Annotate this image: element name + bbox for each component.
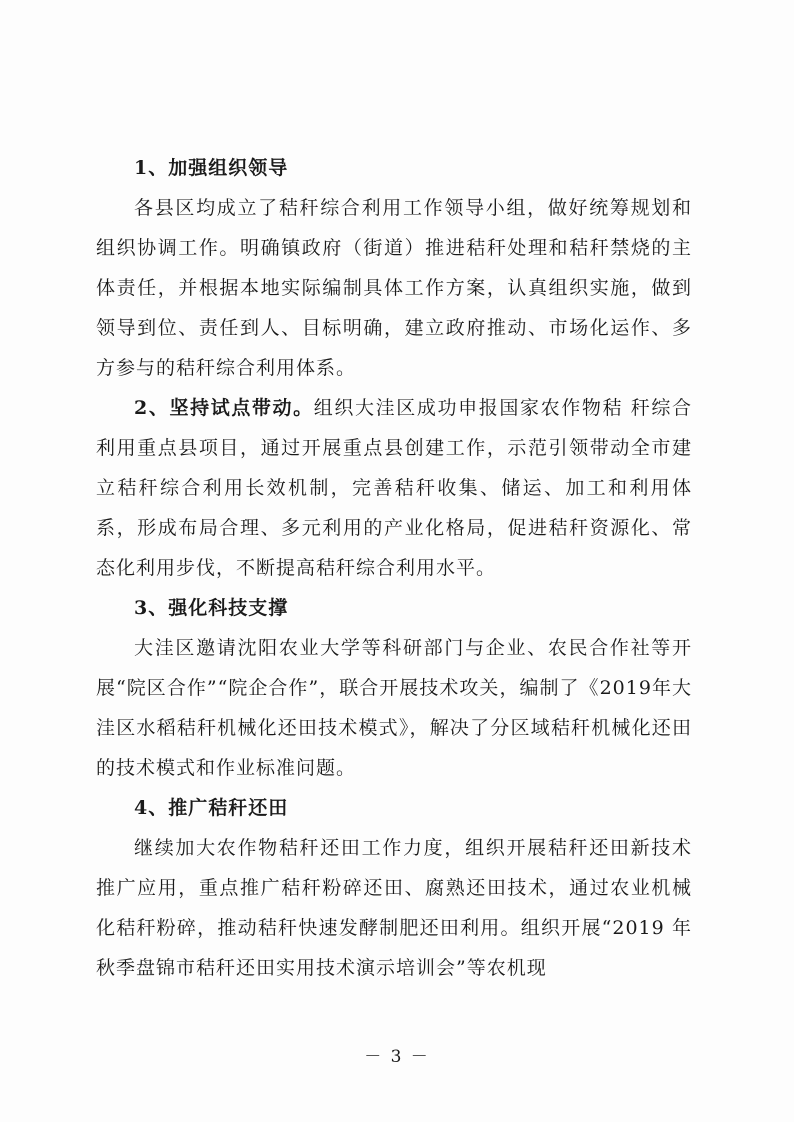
section-heading-4: 4、推广秸秆还田 — [134, 797, 289, 819]
section-heading-3: 3、强化科技支撑 — [134, 597, 289, 619]
section-paragraph-3: 大洼区邀请沈阳农业大学等科研部门与企业、农民合作社等开展“院区合作”“院企合作”，联合开展技术攻关，编制了《2019年大洼区水稻秸秆机械化还田技术模式》，解决了分区域秸秆机械化还田的技术模式和作业标准问题。 — [96, 637, 692, 779]
section-heading-1: 1、加强组织领导 — [134, 157, 289, 179]
section-body-2: 组织大洼区成功申报国家农作物秸 秆综合利用重点县项目，通过开展重点县创建工作，示范引领带动全市建立秸秆综合利用长效机制，完善秸秆收集、储运、加工和利用体系，形成布局合理、多元利用的产业化格局，促进秸秆资源化、常态化利用步伐，不断提高秸秆综合利用水平。 — [96, 397, 692, 579]
document-body — [96, 148, 692, 988]
section-paragraph-4: 继续加大农作物秸秆还田工作力度，组织开展秸秆还田新技术推广应用，重点推广秸秆粉碎还田、腐熟还田技术，通过农业机械化秸秆粉碎，推动秸秆快速发酵制肥还田利用。组织开展“2019 年秋季盘锦市秸秆还田实用技术演示培训会”等农机现 — [96, 837, 692, 979]
page-number: － 3 － — [364, 1047, 430, 1067]
section-lead-2: 2、坚持试点带动。 — [134, 397, 314, 419]
section-paragraph-1: 各县区均成立了秸秆综合利用工作领导小组，做好统筹规划和组织协调工作。明确镇政府（街道）推进秸秆处理和秸秆禁烧的主体责任，并根据本地实际编制具体工作方案，认真组织实施，做到领导到位、责任到人、目标明确，建立政府推动、市场化运作、多方参与的秸秆综合利用体系。 — [96, 197, 692, 379]
section-paragraph-2 — [96, 388, 692, 588]
